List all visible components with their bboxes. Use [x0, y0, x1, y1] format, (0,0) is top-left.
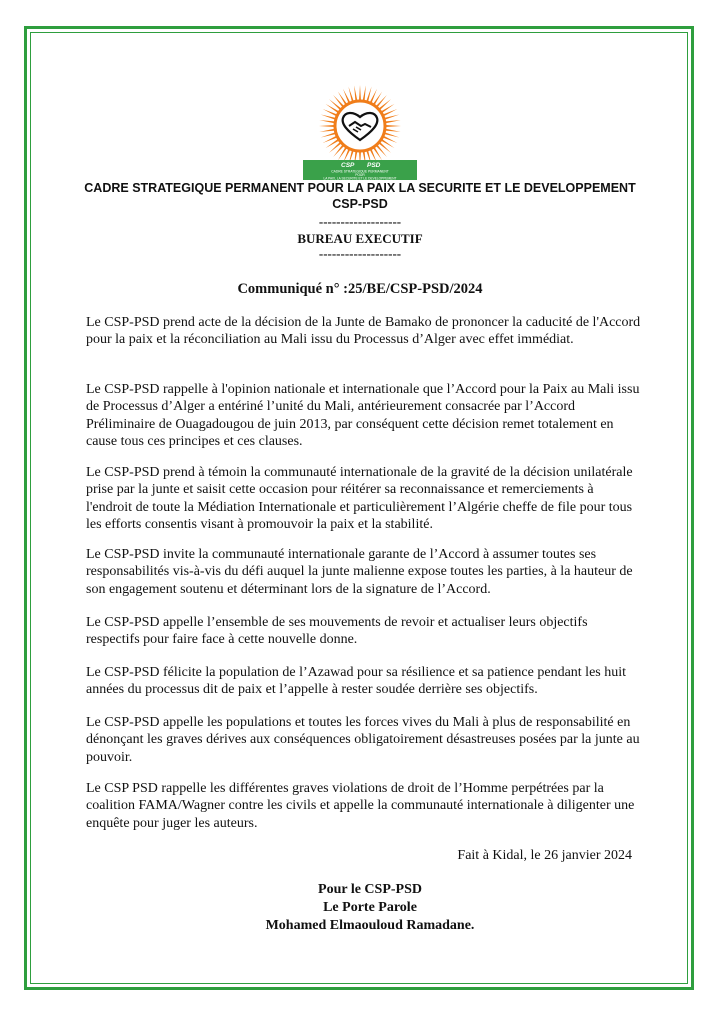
- logo-tagline-1: CADRE STRATEGIQUE PERMANENT: [331, 169, 389, 174]
- logo-text-csp: CSP: [341, 162, 355, 169]
- paragraph-8: Le CSP PSD rappelle les différentes graves violations de droit de l’Homme perpétrées par la coalition FAMA/Wagner contre les civils et appelle la communauté internationale à diligenter une enquête pour juger les auteurs.: [86, 781, 635, 831]
- logo-sun-ray: [359, 85, 361, 102]
- paragraph-7: Le CSP-PSD appelle les populations et toutes les forces vives du Mali à plus de responsabilité en dénonçant les graves dérives aux conséquences obligatoirement désastreuses posées par la junte au pouvoir.: [86, 715, 640, 765]
- csp-psd-logo: [303, 84, 417, 180]
- logo-tagline-3: LA PAIX, LA SECURITE ET LE DEVELOPPEMENT: [323, 176, 397, 180]
- org-acronym: CSP-PSD: [332, 197, 388, 211]
- paragraph-6: Le CSP-PSD félicite la population de l’Azawad pour sa résilience et sa patience pendant les huit années du processus dit de paix et l’appelle à rester soudée derrière ses objectifs.: [86, 665, 627, 698]
- communique-number: Communiqué n° :25/BE/CSP-PSD/2024: [237, 281, 483, 297]
- paragraph-3: Le CSP-PSD prend à témoin la communauté internationale de la gravité de la décision unilatérale prise par la junte et saisit cette occasion pour réitérer sa reconnaissance et remerciements à l'endroit de toute la Médiation Internationale et particulièrement l’Algérie cheffe de file pour tous les efforts consentis visant à promouvoir la paix et la stabilité.: [86, 465, 633, 532]
- signature-line-1: Pour le CSP-PSD: [318, 882, 422, 897]
- date-place: Fait à Kidal, le 26 janvier 2024: [457, 848, 632, 863]
- logo-sun-ray: [384, 125, 401, 127]
- separator-top: -------------------: [318, 214, 402, 229]
- logo-text-psd: PSD: [367, 162, 381, 169]
- separator-bottom: -------------------: [318, 246, 402, 261]
- signature-line-3: Mohamed Elmaouloud Ramadane.: [265, 918, 475, 933]
- paragraph-4: Le CSP-PSD invite la communauté internationale garante de l’Accord à assumer toutes ses responsabilités vis-à-vis du défi auquel la junte malienne expose toutes les parties, à la hauteur de son engagement soutenu et déterminant lors de la signature de l’Accord.: [86, 547, 633, 597]
- organization-name: [0, 180, 720, 212]
- paragraph-2: Le CSP-PSD rappelle à l'opinion nationale et internationale que l’Accord pour la Paix au Mali issu de Processus d’Alger a entériné l’unité du Mali, antérieurement consacrée par l’Accord Préliminaire de Ouagadougou de juin 2013, par conséquent cette décision remet totalement en cause tous ces principes et ces clauses.: [86, 382, 640, 449]
- signature-line-2: Le Porte Parole: [323, 900, 417, 915]
- paragraph-5: Le CSP-PSD appelle l’ensemble de ses mouvements de revoir et actualiser leurs objectifs respectifs pour faire face à cette nouvelle donne.: [86, 615, 588, 648]
- bureau-title: BUREAU EXECUTIF: [297, 231, 423, 246]
- logo-sun-ray: [319, 125, 336, 127]
- logo-tagline-2: POUR: [355, 173, 365, 177]
- paragraph-1: Le CSP-PSD prend acte de la décision de la Junte de Bamako de prononcer la caducité de l'Accord pour la paix et la réconciliation au Mali issu du Processus d’Alger avec effet immédiat.: [86, 315, 641, 348]
- org-full-name: CADRE STRATEGIQUE PERMANENT POUR LA PAIX LA SECURITE ET LE DEVELOPPEMENT: [84, 181, 636, 195]
